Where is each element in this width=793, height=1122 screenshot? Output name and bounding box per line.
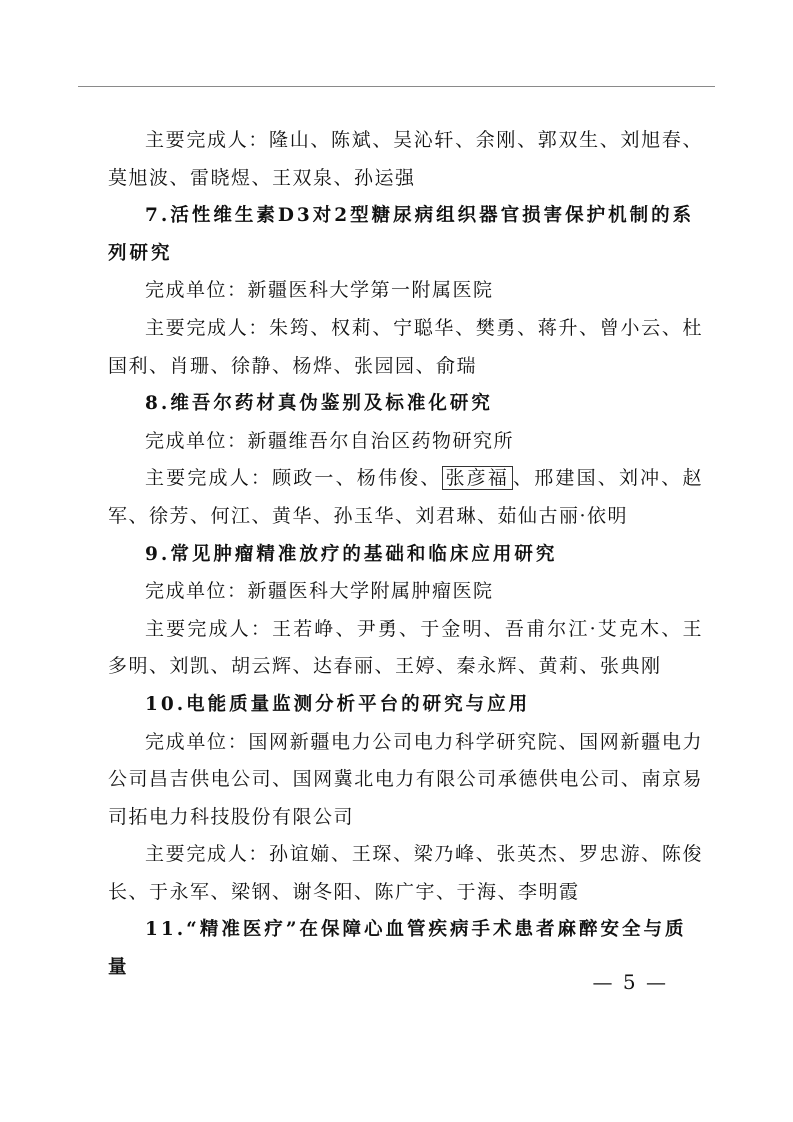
- highlighted-name-box: 张彦福: [442, 466, 514, 490]
- award-title-7: 7.活性维生素D3对2型糖尿病组织器官损害保护机制的系列研究: [108, 205, 695, 264]
- award-title-9: 9.常见肿瘤精准放疗的基础和临床应用研究: [145, 543, 558, 565]
- unit-9: 完成单位：新疆医科大学附属肿瘤医院: [145, 580, 494, 603]
- completers-8-before: 主要完成人：顾政一、杨伟俊、: [145, 467, 442, 490]
- completers-10: 主要完成人：孙谊媊、王琛、梁乃峰、张英杰、罗忠游、陈俊长、于永军、梁钢、谢冬阳、陈广宇、于海、李明霞: [108, 843, 703, 903]
- award-title-10: 10.电能质量监测分析平台的研究与应用: [145, 693, 531, 715]
- unit-7: 完成单位：新疆医科大学第一附属医院: [145, 279, 494, 302]
- completers-6: 主要完成人：隆山、陈斌、吴沁轩、余刚、郭双生、刘旭春、莫旭波、雷晓煜、王双泉、孙运强: [108, 129, 703, 189]
- completers-9: 主要完成人：王若峥、尹勇、于金明、吾甫尔江·艾克木、王多明、刘凯、胡云辉、达春丽、王婷、秦永辉、黄莉、张典刚: [108, 617, 703, 678]
- completers-8-after: 、邢建国、刘冲、赵军、徐芳、何江、黄华、孙玉华、刘君琳、茹仙古丽·依明: [108, 467, 703, 527]
- completers-8: [108, 460, 703, 535]
- unit-10: 完成单位：国网新疆电力公司电力科学研究院、国网新疆电力公司昌吉供电公司、国网冀北电力有限公司承德供电公司、南京易司拓电力科技股份有限公司: [108, 730, 703, 828]
- unit-8: 完成单位：新疆维吾尔自治区药物研究所: [145, 429, 515, 452]
- document-body: [108, 122, 703, 987]
- completers-7: 主要完成人：朱筠、权莉、宁聪华、樊勇、蒋升、曾小云、杜国利、肖珊、徐静、杨烨、张园园、俞瑞: [108, 316, 703, 377]
- award-title-8: 8.维吾尔药材真伪鉴别及标准化研究: [145, 393, 493, 415]
- award-title-11: 11.“精准医疗”在保障心血管疾病手术患者麻醉安全与质量: [108, 919, 687, 979]
- page-number: — 5 —: [592, 970, 668, 994]
- header-rule: [78, 86, 715, 87]
